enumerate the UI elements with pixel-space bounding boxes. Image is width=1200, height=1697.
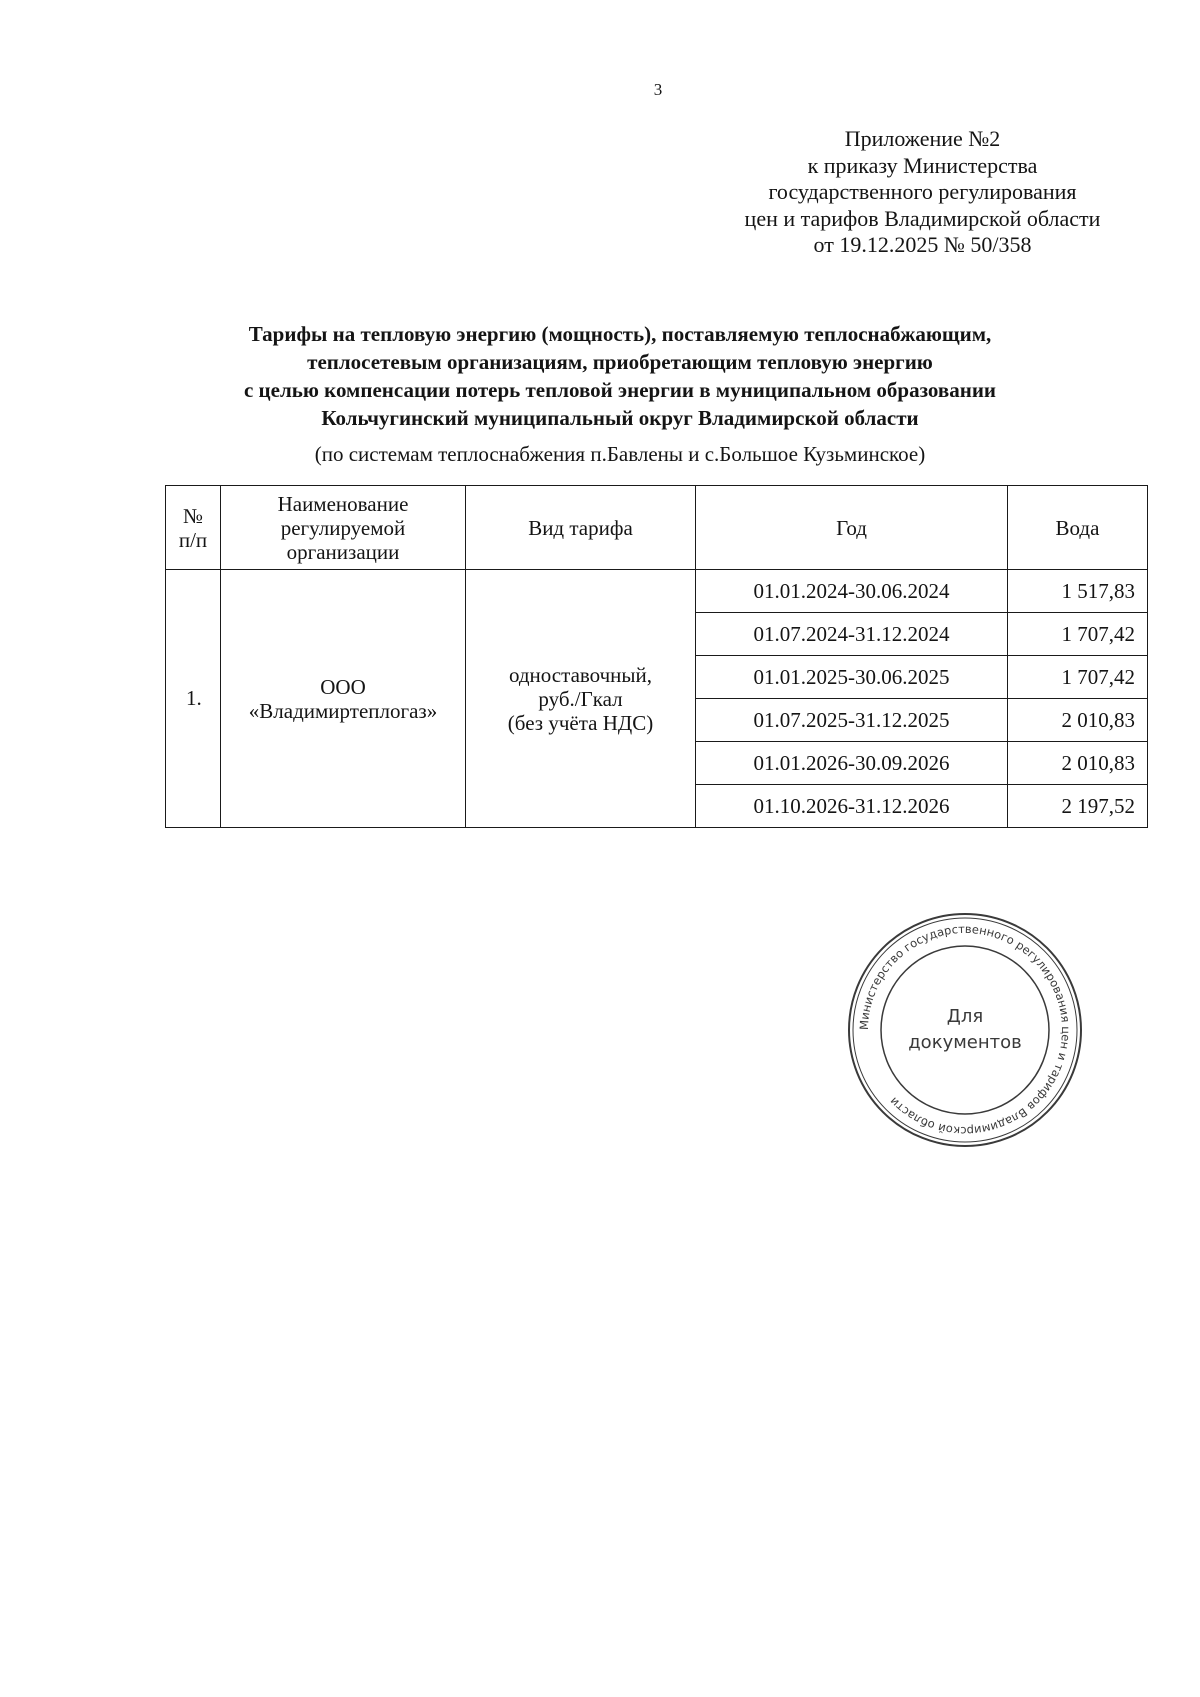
table-row <box>166 570 1148 613</box>
table-header-row <box>166 486 1148 570</box>
header-text: организации <box>286 539 400 564</box>
organization-cell <box>221 570 466 828</box>
period-cell: 01.01.2025-30.06.2025 <box>696 656 1008 699</box>
document-title <box>180 320 1060 432</box>
appendix-line: Приложение №2 <box>844 126 1001 151</box>
appendix-line: к приказу Министерства <box>807 152 1038 178</box>
period-cell: 01.01.2024-30.06.2024 <box>696 570 1008 613</box>
appendix-line: цен и тарифов Владимирской области <box>744 205 1101 231</box>
document-subtitle: (по системам теплоснабжения п.Бавлены и с.Большое Кузьминское) <box>314 442 926 466</box>
appendix-block <box>700 126 1145 259</box>
stamp-ring-text: Министерство государственного регулирования цен и тарифов Владимирской области <box>856 921 1074 1139</box>
stamp-inner-ring <box>881 946 1049 1114</box>
header-text: Наименование <box>277 491 409 516</box>
water-value-cell: 2 197,52 <box>1008 785 1148 828</box>
header-organization <box>221 486 466 570</box>
header-year: Год <box>696 486 1008 570</box>
tariff-type-text: (без учёта НДС) <box>507 710 654 735</box>
title-line: Тарифы на тепловую энергию (мощность), поставляемую теплоснабжающим, <box>248 322 992 346</box>
tariff-type-cell <box>466 570 696 828</box>
water-value-cell: 2 010,83 <box>1008 699 1148 742</box>
organization-text: ООО <box>320 674 366 699</box>
title-line: теплосетевым организациям, приобретающим тепловую энергию <box>307 350 933 374</box>
water-value-cell: 1 517,83 <box>1008 570 1148 613</box>
official-stamp <box>845 910 1085 1150</box>
stamp-outer-ring <box>849 914 1081 1146</box>
header-text: № <box>182 503 204 528</box>
page-number: 3 <box>653 80 663 99</box>
water-value-cell: 1 707,42 <box>1008 613 1148 656</box>
tariff-table <box>165 485 1148 828</box>
header-text: п/п <box>178 527 208 552</box>
appendix-line: государственного регулирования <box>768 179 1077 204</box>
tariff-type-text: одноставочный, <box>508 662 653 687</box>
tariff-type-text: руб./Гкал <box>538 686 623 711</box>
header-text: регулируемой <box>280 515 406 540</box>
title-line: Кольчугинский муниципальный округ Владимирской области <box>321 406 919 430</box>
period-cell: 01.07.2025-31.12.2025 <box>696 699 1008 742</box>
stamp-center-text: Для <box>946 1006 984 1027</box>
period-cell: 01.10.2026-31.12.2026 <box>696 785 1008 828</box>
appendix-line: от 19.12.2025 № 50/358 <box>813 232 1032 257</box>
period-cell: 01.07.2024-31.12.2024 <box>696 613 1008 656</box>
header-number <box>166 486 221 570</box>
organization-text: «Владимиртеплогаз» <box>248 698 438 723</box>
stamp-center-text: документов <box>908 1032 1022 1053</box>
water-value-cell: 1 707,42 <box>1008 656 1148 699</box>
header-tariff-type: Вид тарифа <box>466 486 696 570</box>
period-cell: 01.01.2026-30.09.2026 <box>696 742 1008 785</box>
water-value-cell: 2 010,83 <box>1008 742 1148 785</box>
header-water: Вода <box>1008 486 1148 570</box>
title-line: с целью компенсации потерь тепловой энергии в муниципальном образовании <box>243 378 997 402</box>
row-number: 1. <box>166 570 221 828</box>
stamp-outer-ring-inner <box>853 918 1077 1142</box>
